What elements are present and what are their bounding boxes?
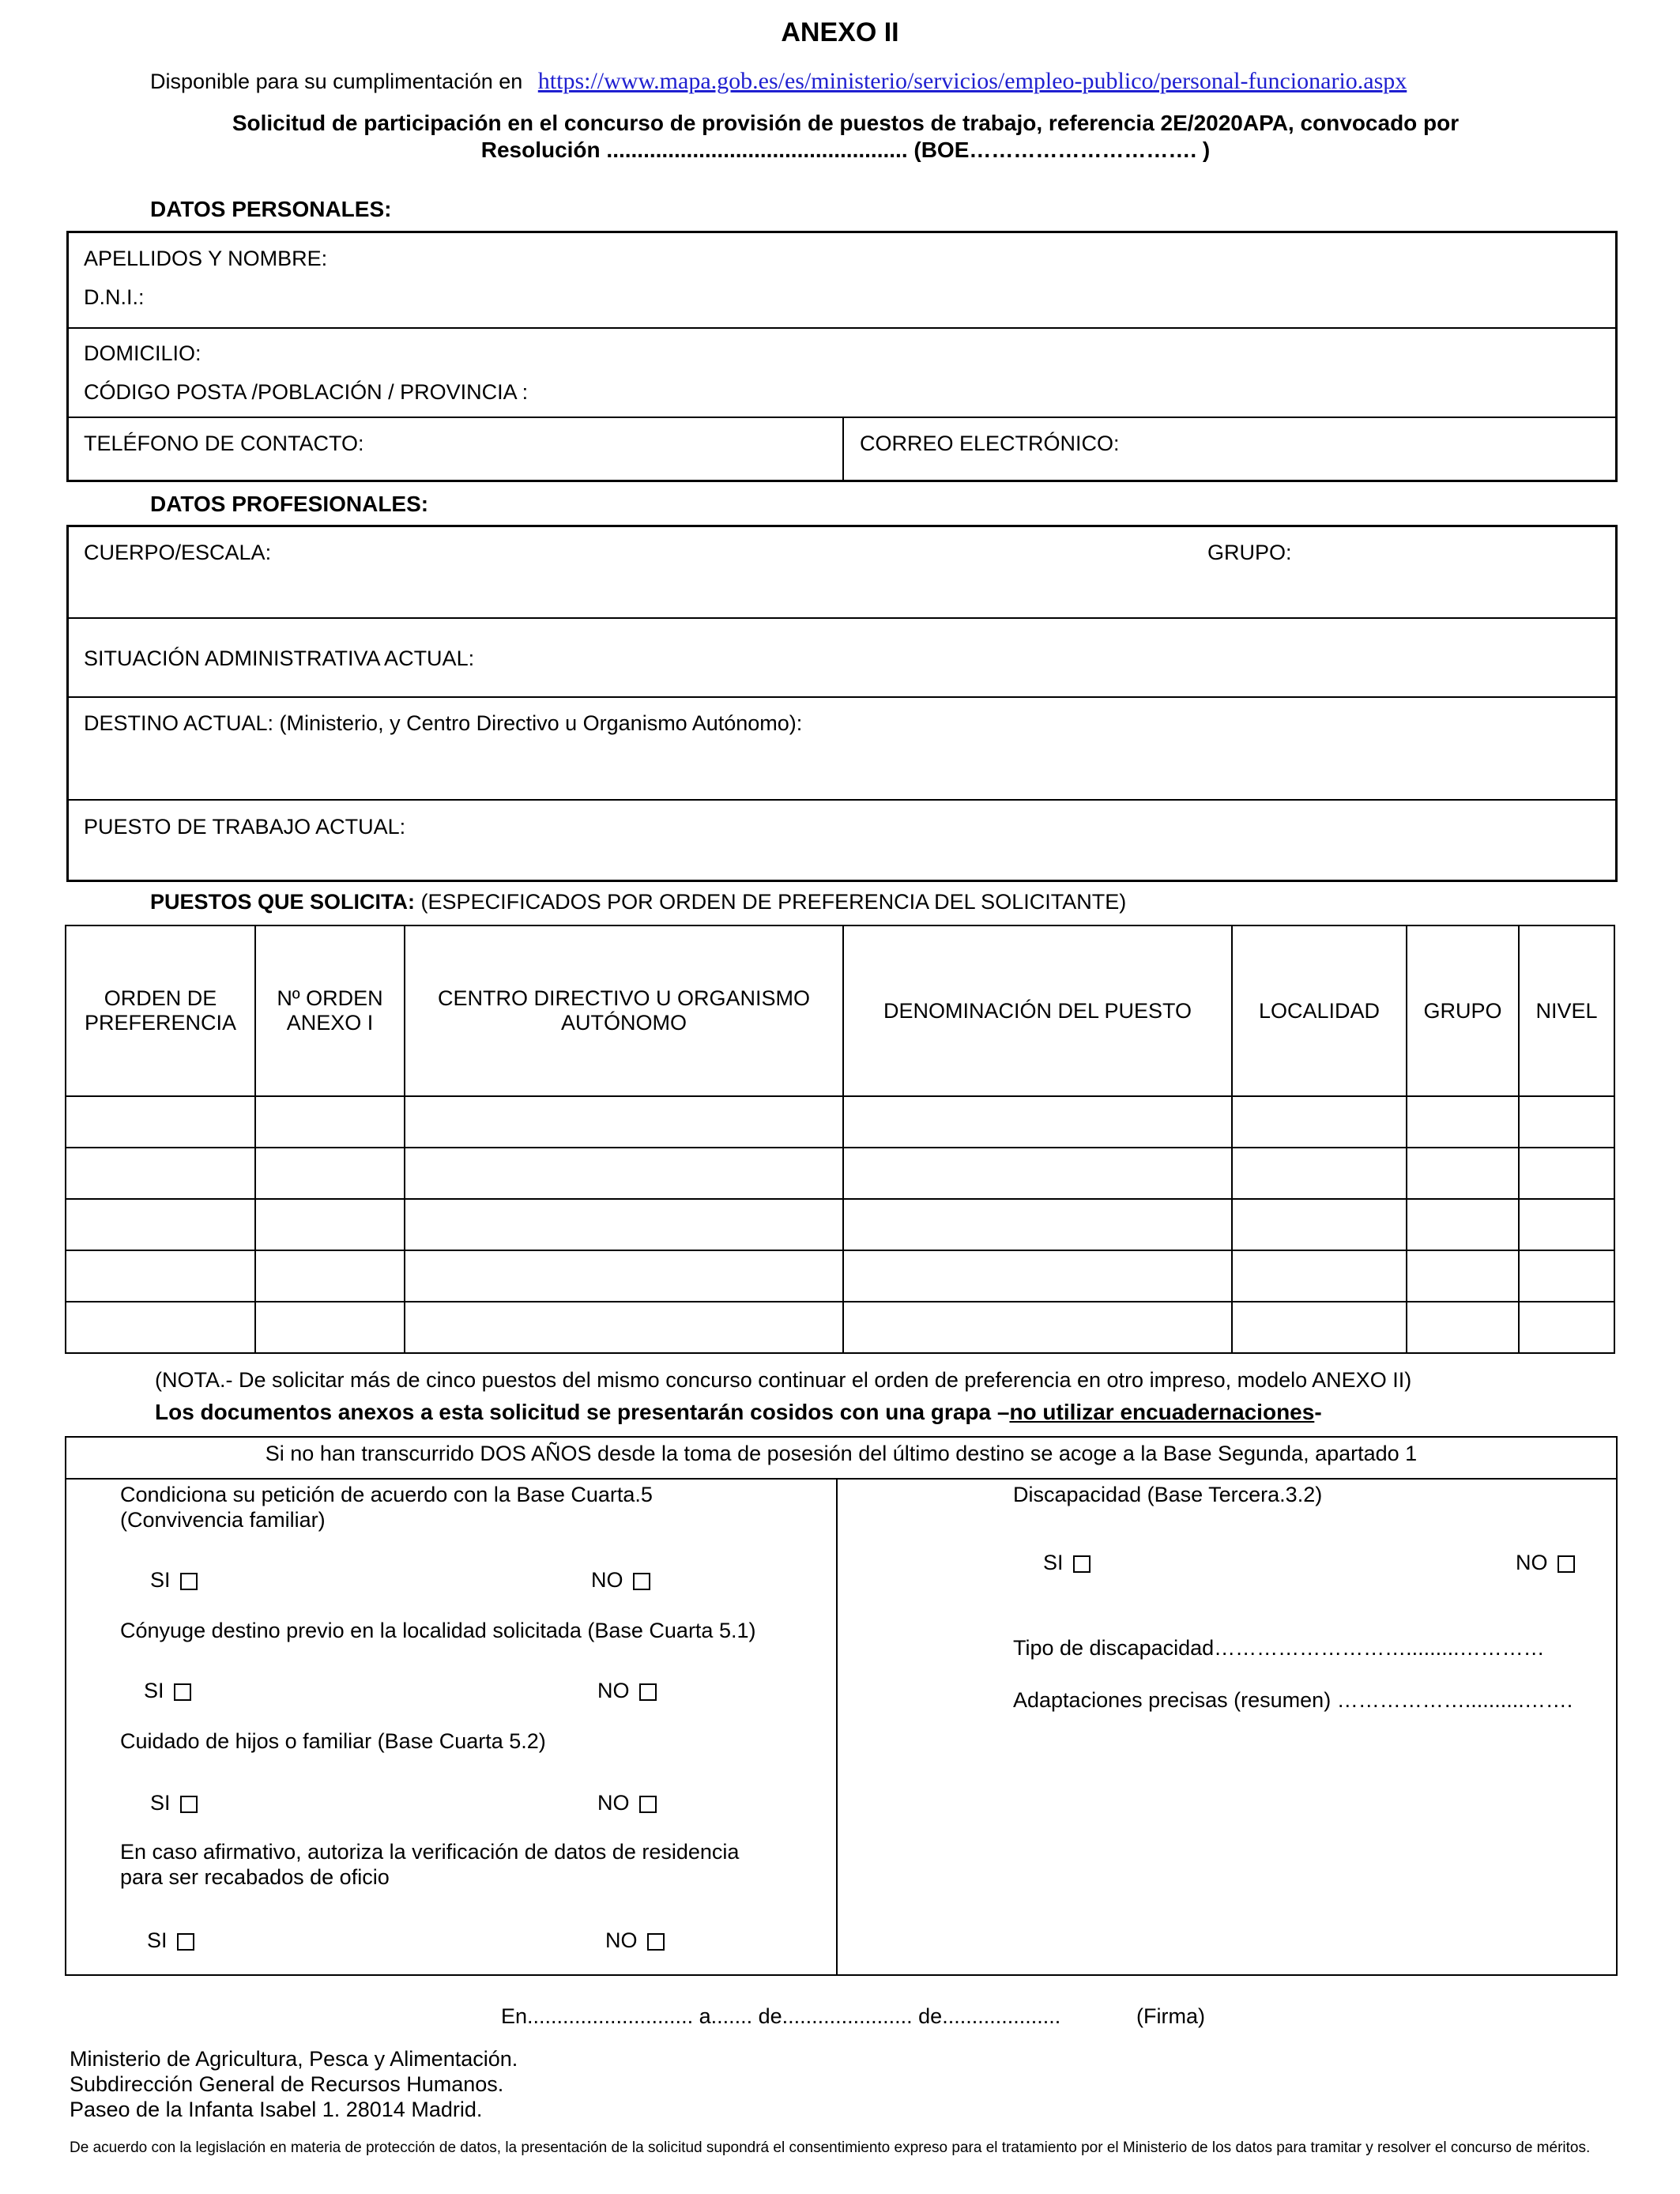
privacy-notice: De acuerdo con la legislación en materia de protección de datos, la presentación de la solicitud supondrá el consentimiento expreso para el tratamiento por el Ministerio de los datos para tramitar y resolver el concurso de méritos. xyxy=(70,2139,1591,2156)
table-cell[interactable] xyxy=(1232,1148,1407,1199)
signature-label: (Firma) xyxy=(1136,2004,1205,2028)
verification-label: En caso afirmativo, autoriza la verificación de datos de residencia xyxy=(120,1840,740,1864)
family-no-option[interactable]: NO xyxy=(591,1568,650,1593)
table-cell[interactable] xyxy=(255,1096,405,1148)
form-url-link[interactable]: https://www.mapa.gob.es/es/ministerio/servicios/empleo-publico/personal-funcionario.aspx xyxy=(537,68,1407,94)
table-row xyxy=(66,1302,1614,1353)
corps-field[interactable]: CUERPO/ESCALA: xyxy=(84,541,272,564)
checkbox[interactable] xyxy=(1073,1555,1090,1573)
spouse-no-option[interactable]: NO xyxy=(597,1679,657,1703)
documents-note: Los documentos anexos a esta solicitud se presentarán cosidos con una grapa –no utilizar encuadernaciones- xyxy=(155,1400,1322,1424)
childcare-no-option[interactable]: NO xyxy=(597,1791,657,1815)
checkbox[interactable] xyxy=(633,1573,650,1590)
verification-sublabel: para ser recabados de oficio xyxy=(120,1865,390,1889)
table-cell[interactable] xyxy=(405,1250,843,1302)
table-row xyxy=(66,1250,1614,1302)
adaptations-field[interactable]: Adaptaciones precisas (resumen) ………………..........……. xyxy=(1013,1688,1573,1712)
group-field[interactable]: GRUPO: xyxy=(1207,541,1292,564)
checkbox[interactable] xyxy=(180,1796,198,1813)
table-cell[interactable] xyxy=(843,1250,1232,1302)
table-cell[interactable] xyxy=(843,1096,1232,1148)
admin-situation-field[interactable]: SITUACIÓN ADMINISTRATIVA ACTUAL: xyxy=(84,647,475,670)
verification-yes-option[interactable]: SI xyxy=(147,1928,194,1953)
table-cell[interactable] xyxy=(255,1250,405,1302)
checkbox[interactable] xyxy=(639,1796,657,1813)
requested-positions-table xyxy=(65,925,1615,1354)
postal-field[interactable]: CÓDIGO POSTA /POBLACIÓN / PROVINCIA : xyxy=(84,380,529,404)
table-cell[interactable] xyxy=(1519,1302,1614,1353)
table-cell[interactable] xyxy=(405,1148,843,1199)
checkbox[interactable] xyxy=(180,1573,198,1590)
table-cell[interactable] xyxy=(1407,1096,1519,1148)
positions-heading: PUESTOS QUE SOLICITA: (ESPECIFICADOS POR ORDEN DE PREFERENCIA DEL SOLICITANTE) xyxy=(150,890,1127,914)
table-cell[interactable] xyxy=(255,1199,405,1250)
table-cell[interactable] xyxy=(1519,1148,1614,1199)
table-cell[interactable] xyxy=(66,1148,255,1199)
table-cell[interactable] xyxy=(1232,1096,1407,1148)
table-header-row xyxy=(66,925,1614,1096)
current-destination-field[interactable]: DESTINO ACTUAL: (Ministerio, y Centro Directivo u Organismo Autónomo): xyxy=(84,711,803,735)
table-cell[interactable] xyxy=(843,1148,1232,1199)
dni-field[interactable]: D.N.I.: xyxy=(84,285,145,309)
verification-no-option[interactable]: NO xyxy=(605,1928,665,1953)
positions-note: (NOTA.- De solicitar más de cinco puestos del mismo concurso continuar el orden de preferencia en otro impreso, modelo ANEXO II) xyxy=(155,1368,1412,1392)
disability-type-field[interactable]: Tipo de discapacidad……………………….........………… xyxy=(1013,1636,1545,1660)
col-group: GRUPO xyxy=(1407,925,1519,1096)
checkbox[interactable] xyxy=(1558,1555,1575,1573)
childcare-yes-option[interactable]: SI xyxy=(150,1791,198,1815)
checkbox[interactable] xyxy=(647,1933,665,1951)
table-cell[interactable] xyxy=(1232,1302,1407,1353)
table-cell[interactable] xyxy=(843,1199,1232,1250)
family-condition-sublabel: (Convivencia familiar) xyxy=(120,1508,326,1532)
table-cell[interactable] xyxy=(66,1302,255,1353)
table-cell[interactable] xyxy=(1407,1250,1519,1302)
personal-data-heading: DATOS PERSONALES: xyxy=(150,197,392,221)
spouse-yes-option[interactable]: SI xyxy=(144,1679,191,1703)
table-cell[interactable] xyxy=(255,1148,405,1199)
table-cell[interactable] xyxy=(66,1096,255,1148)
table-cell[interactable] xyxy=(1519,1096,1614,1148)
table-cell[interactable] xyxy=(405,1302,843,1353)
two-years-note: Si no han transcurrido DOS AÑOS desde la toma de posesión del último destino se acoge a la Base Segunda, apartado 1 xyxy=(265,1442,1418,1465)
table-row xyxy=(66,1096,1614,1148)
table-cell[interactable] xyxy=(1407,1302,1519,1353)
disability-label: Discapacidad (Base Tercera.3.2) xyxy=(1013,1483,1323,1506)
checkbox[interactable] xyxy=(174,1683,191,1701)
checkbox[interactable] xyxy=(177,1933,194,1951)
email-field[interactable]: CORREO ELECTRÓNICO: xyxy=(860,432,1120,455)
table-cell[interactable] xyxy=(1407,1148,1519,1199)
table-cell[interactable] xyxy=(1407,1199,1519,1250)
request-title: Solicitud de participación en el concurso de provisión de puestos de trabajo, referencia 2E/2020APA, convocado por xyxy=(232,111,1460,135)
table-cell[interactable] xyxy=(1232,1199,1407,1250)
table-row xyxy=(66,1199,1614,1250)
table-cell[interactable] xyxy=(1232,1250,1407,1302)
disability-no-option[interactable]: NO xyxy=(1516,1551,1575,1575)
table-cell[interactable] xyxy=(66,1250,255,1302)
current-position-field[interactable]: PUESTO DE TRABAJO ACTUAL: xyxy=(84,815,406,839)
col-position-name: DENOMINACIÓN DEL PUESTO xyxy=(843,925,1232,1096)
family-yes-option[interactable]: SI xyxy=(150,1568,198,1593)
col-locality: LOCALIDAD xyxy=(1232,925,1407,1096)
table-cell[interactable] xyxy=(1519,1199,1614,1250)
place-date-line[interactable]: En............................ a....... de...................... de.................... xyxy=(501,2004,1061,2028)
family-condition-label: Condiciona su petición de acuerdo con la Base Cuarta.5 xyxy=(120,1483,653,1506)
address-field[interactable]: DOMICILIO: xyxy=(84,341,202,365)
col-preference-order: ORDEN DE PREFERENCIA xyxy=(66,925,255,1096)
childcare-condition-label: Cuidado de hijos o familiar (Base Cuarta 5.2) xyxy=(120,1729,546,1753)
table-row xyxy=(66,1148,1614,1199)
name-field[interactable]: APELLIDOS Y NOMBRE: xyxy=(84,247,328,270)
col-directive-center: CENTRO DIRECTIVO U ORGANISMO AUTÓNOMO xyxy=(405,925,843,1096)
page-title: ANEXO II xyxy=(781,17,899,47)
availability-line xyxy=(150,68,1407,95)
table-cell[interactable] xyxy=(843,1302,1232,1353)
footer-address: Paseo de la Infanta Isabel 1. 28014 Madrid. xyxy=(70,2098,483,2121)
availability-text: Disponible para su cumplimentación en xyxy=(150,70,523,93)
disability-yes-option[interactable]: SI xyxy=(1043,1551,1090,1575)
col-annex-order-number: Nº ORDEN ANEXO I xyxy=(255,925,405,1096)
table-cell[interactable] xyxy=(66,1199,255,1250)
checkbox[interactable] xyxy=(639,1683,657,1701)
request-resolution: Resolución ................................................. (BOE…………………………. ) xyxy=(480,138,1211,162)
footer-subdirectorate: Subdirección General de Recursos Humanos. xyxy=(70,2072,504,2096)
table-cell[interactable] xyxy=(405,1096,843,1148)
professional-data-heading: DATOS PROFESIONALES: xyxy=(150,492,429,516)
spouse-condition-label: Cónyuge destino previo en la localidad solicitada (Base Cuarta 5.1) xyxy=(120,1619,756,1642)
col-level: NIVEL xyxy=(1519,925,1614,1096)
table-cell[interactable] xyxy=(405,1199,843,1250)
footer-ministry: Ministerio de Agricultura, Pesca y Alimentación. xyxy=(70,2047,518,2071)
table-cell[interactable] xyxy=(255,1302,405,1353)
phone-field[interactable]: TELÉFONO DE CONTACTO: xyxy=(84,432,364,455)
table-cell[interactable] xyxy=(1519,1250,1614,1302)
